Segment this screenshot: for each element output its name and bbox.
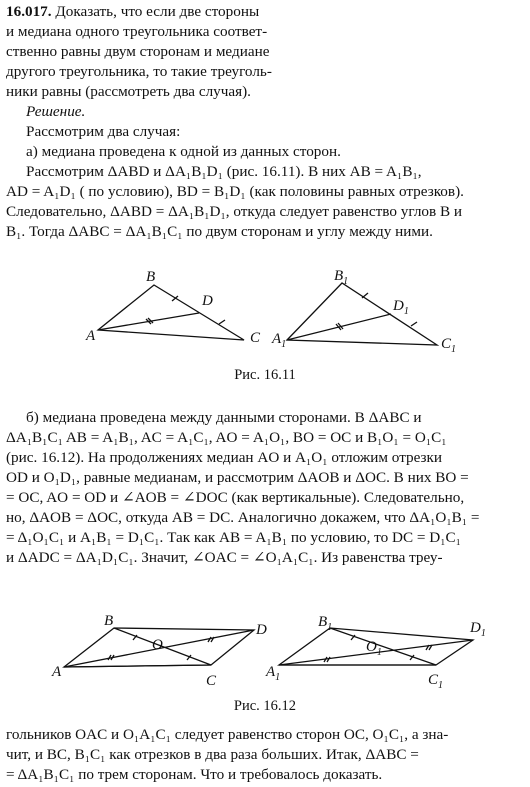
label-c1: $C_1$: [441, 336, 457, 355]
label-d: D: [202, 293, 213, 309]
label-a: A: [86, 328, 96, 344]
part-b-line-6: но, ΔAOB = ΔOC, откуда AB = DC. Аналогично докажем, что ΔA₁O₁B₁ =: [6, 509, 480, 526]
label-b1: $B_1$: [334, 268, 349, 287]
label-d1: $D_1$: [393, 298, 409, 317]
label-c-2: C: [206, 673, 217, 689]
solution-heading: Решение.: [26, 103, 86, 120]
label-o: O: [152, 637, 163, 653]
label-a-2: A: [52, 664, 62, 680]
part-b-line-5: = OC, AO = OD и ∠AOB = ∠DOC (как вертикальные). Следовательно,: [6, 489, 465, 506]
conclusion-line-1: гольников OAC и O₁A₁C₁ следует равенство сторон OC, O₁C₁, а зна-: [6, 726, 449, 743]
problem-line-2: и медиана одного треугольника соответ-: [6, 23, 268, 40]
figure-16-12: [0, 612, 530, 692]
problem-number: 16.017.: [6, 3, 52, 20]
figure-16-11-caption: Рис. 16.11: [234, 367, 296, 383]
tick-d1c1: [411, 322, 417, 326]
problem-text: Доказать, что если две стороны: [55, 3, 260, 20]
part-a-line-5: Следовательно, ΔABD = ΔA₁B₁D₁, откуда следует равенство углов B и: [6, 203, 463, 220]
part-b-line-3: (рис. 16.12). На продолжениях медиан AO и A₁O₁ отложим отрезки: [6, 449, 443, 466]
problem-line-3: ственно равны двум сторонам и медиане: [6, 43, 270, 60]
part-a-line-3: Рассмотрим ΔABD и ΔA₁B₁D₁ (рис. 16.11). В них AB = A₁B₁,: [26, 163, 422, 180]
segment-ac: [64, 665, 211, 667]
label-o1: $O_1$: [366, 639, 382, 658]
label-d-2: D: [256, 622, 267, 638]
problem-line-1: [6, 2, 526, 22]
label-b1-2: $B_1$: [318, 614, 333, 633]
part-a-line-2: а) медиана проведена к одной из данных сторон.: [26, 143, 341, 160]
label-d1-2: $D_1$: [470, 620, 486, 639]
problem-line-4: другого треугольника, то такие треуголь-: [6, 63, 272, 80]
triangle-abc: [98, 285, 244, 340]
part-b-line-4: OD и O₁D₁, равные медианам, и рассмотрим ΔAOB и ΔOC. В них BO =: [6, 469, 469, 486]
problem-line-5: ники равны (рассмотреть два случая).: [6, 83, 251, 100]
part-a-line-6: B₁. Тогда ΔABC = ΔA₁B₁C₁ по двум сторонам и углу между ними.: [6, 223, 433, 240]
triangle-a1b1c1: [287, 283, 437, 345]
conclusion-line-2: чит, и BC, B₁C₁ как отрезков в два раза больших. Итак, ΔABC =: [6, 746, 419, 763]
part-b-line-1: б) медиана проведена между данными сторонами. В ΔABC и: [26, 409, 422, 426]
label-b-2: B: [104, 613, 114, 629]
figure-16-11: [0, 255, 530, 355]
part-a-line-1: Рассмотрим два случая:: [26, 123, 181, 140]
conclusion-line-3: = ΔA₁B₁C₁ по трем сторонам. Что и требовалось доказать.: [6, 766, 383, 783]
tick-dc: [219, 320, 225, 324]
figure-16-12-caption: Рис. 16.12: [233, 698, 297, 714]
label-a1-2: $A_1$: [266, 664, 281, 683]
label-c1-2: $C_1$: [428, 672, 444, 691]
label-a1: $A_1$: [272, 331, 287, 350]
label-b: B: [146, 269, 156, 285]
part-b-line-7: = Δ₁O₁C₁ и A₁B₁ = D₁C₁. Так как AB = A₁B₁ по условию, то DC = D₁C₁: [6, 529, 461, 546]
part-a-line-4: AD = A₁D₁ ( по условию), BD = B₁D₁ (как половины равных отрезков).: [6, 183, 464, 200]
part-b-line-2: ΔA₁B₁C₁ AB = A₁B₁, AC = A₁C₁, AO = A₁O₁, BO = OC и B₁O₁ = O₁C₁: [6, 429, 447, 446]
label-c: C: [250, 330, 261, 346]
tick-a1o1-2: [327, 657, 330, 662]
part-b-line-8: и ΔADC = ΔA₁D₁C₁. Значит, ∠OAC = ∠O₁A₁C₁. Из равенства треу-: [6, 549, 443, 566]
